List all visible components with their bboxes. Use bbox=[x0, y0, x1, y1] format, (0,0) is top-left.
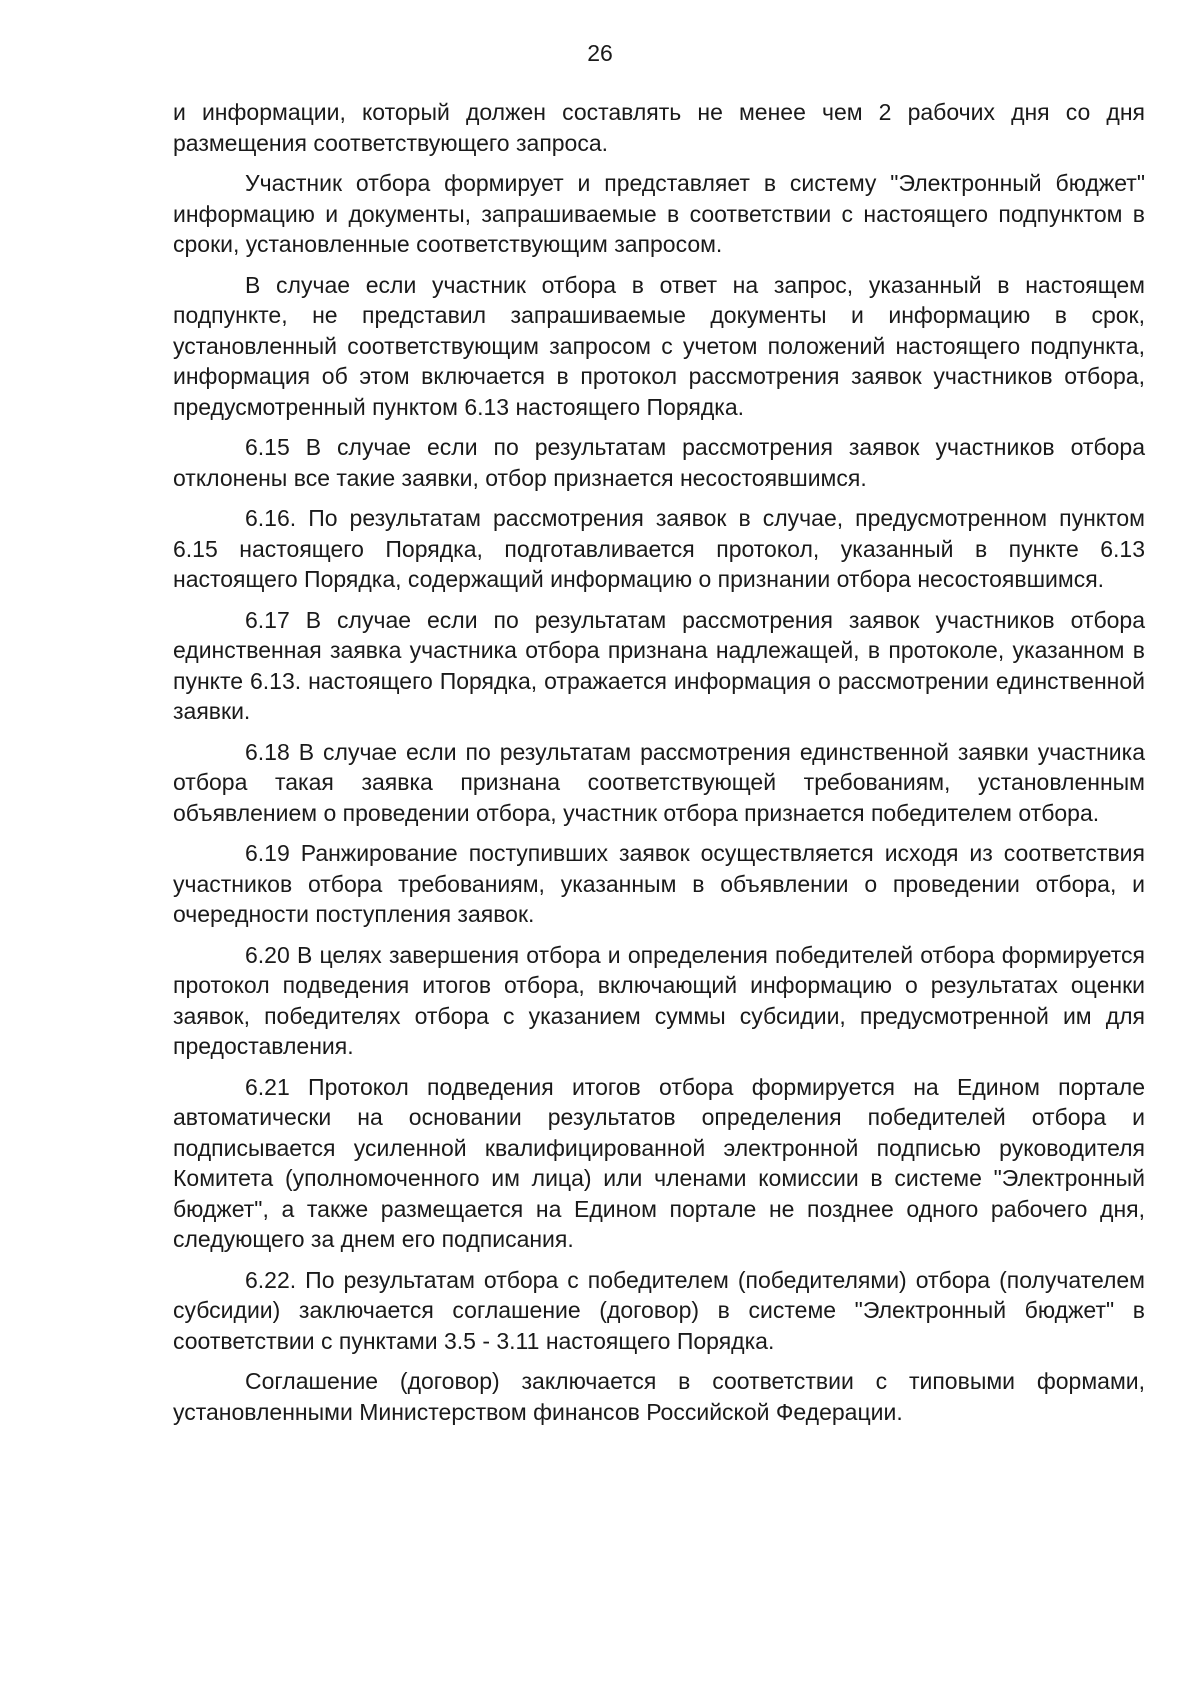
paragraph-agreement-forms: Соглашение (договор) заключается в соответствии с типовыми формами, установленными Министерством финансов Российской Федерации. bbox=[173, 1368, 1145, 1425]
paragraph-6-17: 6.17 В случае если по результатам рассмотрения заявок участников отбора единственная заявка участника отбора признана надлежащей, в протоколе, указанном в пункте 6.13. настоящего Порядка, отражается информация о рассмотрении единственной заявки. bbox=[173, 606, 1145, 724]
paragraph-6-22: 6.22. По результатам отбора с победителем (победителями) отбора (получателем субсидии) заключается соглашение (договор) в системе "Электронный бюджет" в соответствии с пунктами 3.5 - 3.11 настоящего Порядка. bbox=[173, 1266, 1145, 1354]
document-body bbox=[173, 97, 1145, 1437]
paragraph-6-19: 6.19 Ранжирование поступивших заявок осуществляется исходя из соответствия участников отбора требованиям, указанным в объявлении о проведении отбора, и очередности поступления заявок. bbox=[173, 840, 1145, 927]
paragraph-6-18: 6.18 В случае если по результатам рассмотрения единственной заявки участника отбора такая заявка признана соответствующей требованиям, установленным объявлением о проведении отбора, участник отбора признается победителем отбора. bbox=[173, 738, 1145, 826]
paragraph-6-16: 6.16. По результатам рассмотрения заявок в случае, предусмотренном пунктом 6.15 настоящего Порядка, подготавливается протокол, указанный в пункте 6.13 настоящего Порядка, содержащий информацию о признании отбора несостоявшимся. bbox=[173, 505, 1145, 592]
paragraph-6-20: 6.20 В целях завершения отбора и определения победителей отбора формируется протокол подведения итогов отбора, включающий информацию о результатах оценки заявок, победителях отбора с указанием суммы субсидии, предусмотренной им для предоставления. bbox=[173, 941, 1145, 1059]
paragraph-non-submission: В случае если участник отбора в ответ на запрос, указанный в настоящем подпункте, не представил запрашиваемые документы и информацию в срок, установленный соответствующим запросом с учетом положений настоящего подпункта, информация об этом включается в протокол рассмотрения заявок участников отбора, предусмотренный пунктом 6.13 настоящего Порядка. bbox=[173, 271, 1145, 420]
page-number: 26 bbox=[587, 40, 613, 66]
paragraph-6-21: 6.21 Протокол подведения итогов отбора формируется на Едином портале автоматически на основании результатов определения победителей отбора и подписывается усиленной квалифицированной электронной подписью руководителя Комитета (уполномоченного им лица) или членами комиссии в системе "Электронный бюджет", а также размещается на Едином портале не позднее одного рабочего дня, следующего за днем его подписания. bbox=[173, 1073, 1145, 1252]
paragraph-participant-submission: Участник отбора формирует и представляет в систему "Электронный бюджет" информацию и документы, запрашиваемые в соответствии с настоящего подпунктом в сроки, установленные соответствующим запросом. bbox=[173, 170, 1145, 257]
paragraph-continuation: и информации, который должен составлять не менее чем 2 рабочих дня со дня размещения соответствующего запроса. bbox=[173, 99, 1145, 156]
paragraph-6-15: 6.15 В случае если по результатам рассмотрения заявок участников отбора отклонены все такие заявки, отбор признается несостоявшимся. bbox=[173, 434, 1145, 491]
